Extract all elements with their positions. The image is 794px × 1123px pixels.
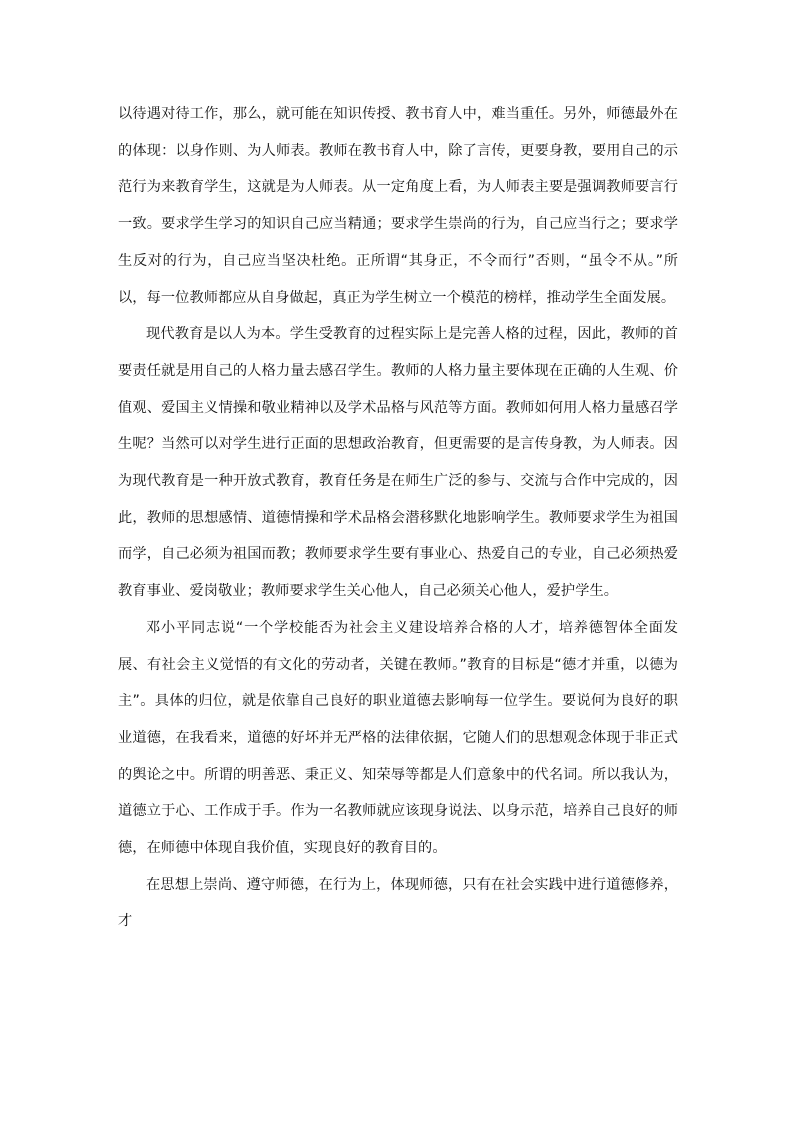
paragraph-2: 现代教育是以人为本。学生受教育的过程实际上是完善人格的过程，因此，教师的首要责任就是用自己的人格力量去感召学生。教师的人格力量主要体现在正确的人生观、价值观、爱国主义情操和敬业精神以及学术品格与风范等方面。教师如何用人格力量感召学生呢？当然可以对学生进行正面的思想政治教育，但更需要的是言传身教，为人师表。因为现代教育是一种开放式教育，教育任务是在师生广泛的参与、交流与合作中完成的，因此，教师的思想感情、道德情操和学术品格会潜移默化地影响学生。教师要求学生为祖国而学，自己必须为祖国而教；教师要求学生要有事业心、热爱自己的专业，自己必须热爱教育事业、爱岗敬业；教师要求学生关心他人，自己必须关心他人，爱护学生。 [118,326,678,600]
document-body [118,96,678,940]
paragraph-4: 在思想上崇尚、遵守师德，在行为上，体现师德，只有在社会实践中进行道德修养，才 [118,876,678,930]
paragraph-3: 邓小平同志说“一个学校能否为社会主义建设培养合格的人才，培养德智体全面发展、有社会主义觉悟的有文化的劳动者，关键在教师。”教育的目标是“德才并重，以德为主”。具体的归位，就是依靠自己良好的职业道德去影响每一位学生。要说何为良好的职业道德，在我看来，道德的好坏并无严格的法律依据，它随人们的思想观念体现于非正式的舆论之中。所谓的明善恶、秉正义、知荣辱等都是人们意象中的代名词。所以我认为，道德立于心、工作成于手。作为一名教师就应该现身说法、以身示范，培养自己良好的师德，在师德中体现自我价值，实现良好的教育目的。 [118,619,678,857]
paragraph-1: 以待遇对待工作，那么，就可能在知识传授、教书育人中，难当重任。另外，师德最外在的体现：以身作则、为人师表。教师在教书育人中，除了言传，更要身教，要用自己的示范行为来教育学生，这就是为人师表。从一定角度上看，为人师表主要是强调教师要言行一致。要求学生学习的知识自己应当精通；要求学生崇尚的行为，自己应当行之；要求学生反对的行为，自己应当坚决杜绝。正所谓“其身正，不令而行”否则，“虽令不从。”所以，每一位教师都应从自身做起，真正为学生树立一个模范的榜样，推动学生全面发展。 [118,106,678,306]
